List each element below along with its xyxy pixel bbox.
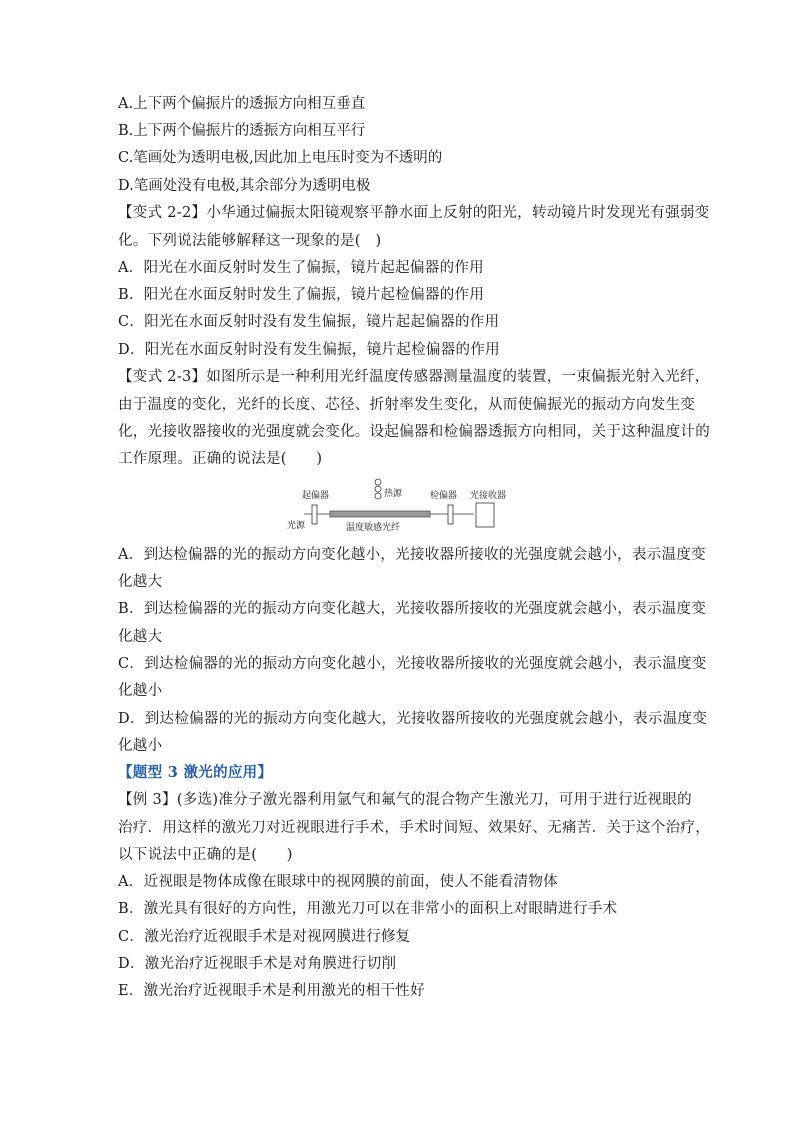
option-a-polarizer-perpendicular: A.上下两个偏振片的透振方向相互垂直 [118, 96, 366, 112]
example-3-option-e: E．激光治疗近视眼手术是利用激光的相干性好 [118, 983, 425, 999]
heat-source-icon [375, 479, 381, 499]
example-3-question: 【例 3】(多选)准分子激光器利用氩气和氟气的混合物产生激光刀，可用于进行近视眼的 [118, 792, 692, 808]
variant-2-3-option-b-cont: 化越大 [118, 629, 163, 645]
temperature-sensitive-fiber [330, 511, 430, 517]
variant-2-3-option-a: A．到达检偏器的光的振动方向变化越小，光接收器所接收的光强度就会越小，表示温度变 [118, 547, 706, 563]
variant-2-2-option-a: A．阳光在水面反射时发生了偏振，镜片起起偏器的作用 [118, 260, 484, 276]
variant-2-2-option-d: D．阳光在水面反射时没有发生偏振，镜片起检偏器的作用 [118, 342, 500, 358]
variant-2-3-option-c: C．到达检偏器的光的振动方向变化越小，光接收器所接收的光强度就会越小，表示温度变 [118, 656, 707, 672]
section-heading-laser-application: 【题型 3 激光的应用】 [118, 764, 273, 781]
option-b-polarizer-parallel: B.上下两个偏振片的透振方向相互平行 [118, 123, 366, 139]
analyzer-label: 检偏器 [430, 491, 458, 501]
example-3-question-cont-2: 以下说法中正确的是( ) [118, 847, 293, 863]
variant-2-2-option-b: B．阳光在水面反射时发生了偏振，镜片起检偏器的作用 [118, 287, 485, 303]
variant-2-3-option-c-cont: 化越小 [118, 683, 163, 699]
variant-2-3-question-cont-1: 由于温度的变化，光纤的长度、芯径、折射率发生变化，从而使偏振光的振动方向发生变 [118, 397, 696, 413]
option-c-transparent-electrode: C.笔画处为透明电极,因此加上电压时变为不透明的 [118, 150, 443, 166]
analyzer-plate [448, 505, 453, 524]
receiver-label: 光接收器 [470, 491, 507, 501]
light-receiver-box [476, 503, 494, 527]
light-source-label: 光源 [287, 521, 306, 531]
variant-2-3-question-cont-3: 工作原理。正确的说法是( ) [118, 451, 323, 467]
variant-2-2-option-c: C．阳光在水面反射时没有发生偏振，镜片起起偏器的作用 [118, 314, 500, 330]
variant-2-3-option-b: B．到达检偏器的光的振动方向变化越大，光接收器所接收的光强度就会越小，表示温度变 [118, 601, 707, 617]
fiber-label: 温度敏感光纤 [346, 523, 401, 533]
polarizer-label: 起偏器 [302, 491, 330, 501]
example-3-option-c: C．激光治疗近视眼手术是对视网膜进行修复 [118, 929, 411, 945]
variant-2-3-option-a-cont: 化越大 [118, 574, 163, 590]
heat-source-label: 热源 [384, 489, 403, 499]
example-3-option-d: D．激光治疗近视眼手术是对角膜进行切削 [118, 956, 397, 972]
example-3-option-a: A．近视眼是物体成像在眼球中的视网膜的前面，使人不能看清物体 [118, 874, 558, 890]
fiber-temperature-sensor-diagram [284, 474, 524, 536]
variant-2-2-question-cont: 化。下列说法能够解释这一现象的是( ) [118, 233, 382, 249]
example-3-option-b: B．激光具有很好的方向性，用激光刀可以在非常小的面积上对眼睛进行手术 [118, 901, 618, 917]
variant-2-2-question: 【变式 2-2】小华通过偏振太阳镜观察平静水面上反射的阳光，转动镜片时发现光有强弱变 [118, 205, 710, 221]
variant-2-3-question: 【变式 2-3】如图所示是一种利用光纤温度传感器测量温度的装置，一束偏振光射入光纤， [118, 369, 710, 385]
variant-2-3-question-cont-2: 化，光接收器接收的光强度就会变化。设起偏器和检偏器透振方向相同，关于这种温度计的 [118, 424, 710, 440]
option-d-no-electrode: D.笔画处没有电极,其余部分为透明电极 [118, 178, 371, 194]
example-3-question-cont-1: 治疗．用这样的激光刀对近视眼进行手术，手术时间短、效果好、无痛苦．关于这个治疗， [118, 820, 710, 836]
polarizer-plate [312, 505, 317, 524]
variant-2-3-option-d-cont: 化越小 [118, 738, 163, 754]
variant-2-3-option-d: D．到达检偏器的光的振动方向变化越大，光接收器所接收的光强度就会越小，表示温度变 [118, 711, 708, 727]
